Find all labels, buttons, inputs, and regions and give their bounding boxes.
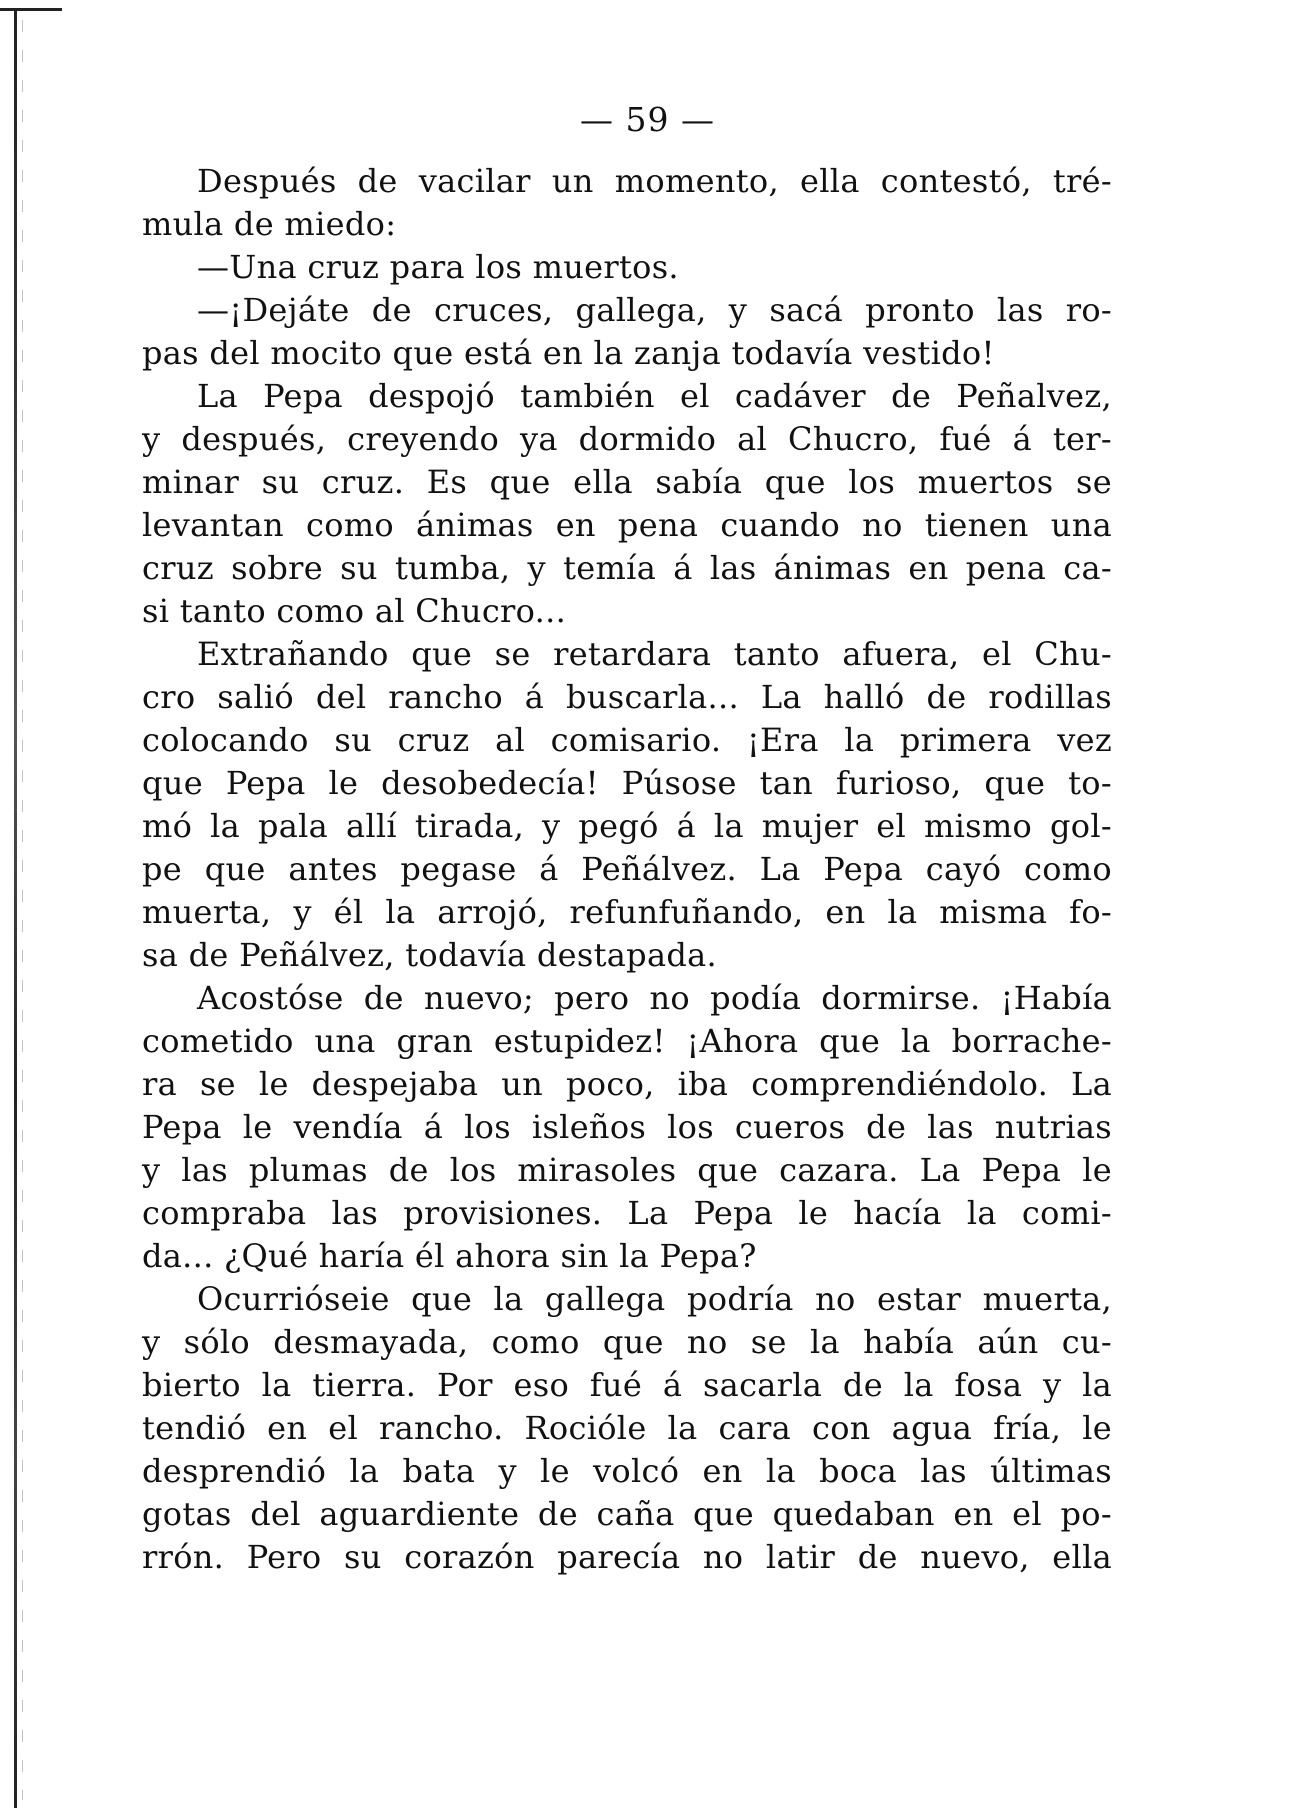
text-line: cruz sobre su tumba, y temía á las ánimas en pena ca-: [142, 549, 1112, 587]
text-line: y sólo desmayada, como que no se la había aún cu-: [142, 1323, 1112, 1361]
text-line: tendió en el rancho. Rocióle la cara con agua fría, le: [142, 1409, 1112, 1447]
text-line: pe que antes pegase á Peñálvez. La Pepa cayó como: [142, 850, 1112, 888]
text-line: Extrañando que se retardara tanto afuera, el Chu-: [197, 635, 1112, 673]
text-line: Ocurrióseie que la gallega podría no estar muerta,: [197, 1280, 1112, 1318]
text-line: mó la pala allí tirada, y pegó á la mujer el mismo gol-: [142, 807, 1112, 845]
text-line: y las plumas de los mirasoles que cazara. La Pepa le: [142, 1151, 1112, 1189]
text-line: Acostóse de nuevo; pero no podía dormirse. ¡Había: [197, 979, 1112, 1017]
text-line: compraba las provisiones. La Pepa le hacía la comi-: [142, 1194, 1112, 1232]
text-line: ra se le despejaba un poco, iba comprendiéndolo. La: [142, 1065, 1112, 1103]
text-line: gotas del aguardiente de caña que quedaban en el po-: [142, 1495, 1112, 1533]
text-line: —Una cruz para los muertos.: [197, 248, 679, 286]
text-line: mula de miedo:: [142, 205, 397, 243]
text-line: si tanto como al Chucro...: [142, 592, 567, 630]
text-line: Después de vacilar un momento, ella contestó, tré-: [197, 162, 1112, 200]
page-edge-left: [14, 8, 17, 1808]
text-line: que Pepa le desobedecía! Púsose tan furioso, que to-: [142, 764, 1112, 802]
text-line: minar su cruz. Es que ella sabía que los muertos se: [142, 463, 1112, 501]
text-line: rrón. Pero su corazón parecía no latir de nuevo, ella: [142, 1538, 1112, 1576]
text-line: sa de Peñálvez, todavía destapada.: [142, 936, 717, 974]
text-line: levantan como ánimas en pena cuando no tienen una: [142, 506, 1112, 544]
text-line: muerta, y él la arrojó, refunfuñando, en la misma fo-: [142, 893, 1112, 931]
page-edge-top: [0, 8, 62, 11]
text-line: desprendió la bata y le volcó en la boca las últimas: [142, 1452, 1112, 1490]
text-line: da... ¿Qué haría él ahora sin la Pepa?: [142, 1237, 757, 1275]
text-line: La Pepa despojó también el cadáver de Peñalvez,: [197, 377, 1112, 415]
text-line: bierto la tierra. Por eso fué á sacarla de la fosa y la: [142, 1366, 1112, 1404]
text-line: y después, creyendo ya dormido al Chucro, fué á ter-: [142, 420, 1112, 458]
text-line: colocando su cruz al comisario. ¡Era la primera vez: [142, 721, 1112, 759]
text-line: pas del mocito que está en la zanja todavía vestido!: [142, 334, 995, 372]
page-edge-shadow: [22, 20, 23, 1800]
page-number: — 59 —: [580, 100, 715, 139]
text-line: cro salió del rancho á buscarla... La halló de rodillas: [142, 678, 1112, 716]
text-line: Pepa le vendía á los isleños los cueros de las nutrias: [142, 1108, 1112, 1146]
text-line: cometido una gran estupidez! ¡Ahora que la borrache-: [142, 1022, 1112, 1060]
text-line: —¡Dejáte de cruces, gallega, y sacá pronto las ro-: [197, 291, 1112, 329]
body-text: [142, 160, 1112, 1579]
